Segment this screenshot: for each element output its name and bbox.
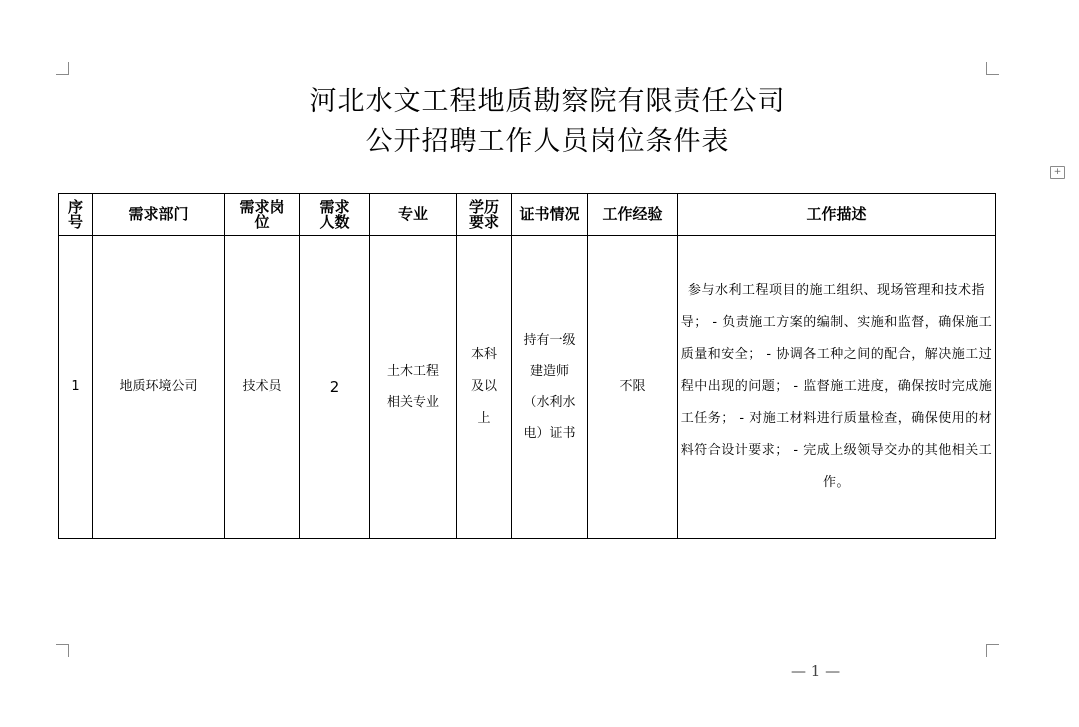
header-certificate: 证书情况 — [512, 194, 588, 236]
cell-count: 2 — [300, 236, 370, 539]
cell-experience: 不限 — [588, 236, 678, 539]
document-title-line2: 公开招聘工作人员岗位条件表 — [365, 126, 730, 157]
header-education: 学历要求 — [457, 194, 512, 236]
table-header-row — [59, 194, 996, 236]
page-corner-mark-top-left — [56, 62, 69, 75]
cell-description: 参与水利工程项目的施工组织、现场管理和技术指导； - 负责施工方案的编制、实施和监督，确保施工质量和安全； - 协调各工种之间的配合，解决施工过程中出现的问题； - 监督施工进度，确保按时完成施工任务； - 对施工材料进行质量检查，确保使用的材料符合设计要求； - 完成上级领导交办的其他相关工作。 — [678, 236, 996, 539]
header-department: 需求部门 — [93, 194, 225, 236]
page-corner-mark-bottom-left — [56, 644, 69, 657]
header-description: 工作描述 — [678, 194, 996, 236]
table-row — [59, 236, 996, 539]
cell-education: 本科及以上 — [457, 236, 512, 539]
header-position: 需求岗位 — [225, 194, 300, 236]
cell-index: 1 — [59, 236, 93, 539]
header-major: 专业 — [370, 194, 457, 236]
position-requirements-table — [58, 193, 996, 539]
header-experience: 工作经验 — [588, 194, 678, 236]
document-title-line1: 河北水文工程地质勘察院有限责任公司 — [309, 86, 786, 117]
header-index: 序号 — [59, 194, 93, 236]
cell-major: 土木工程相关专业 — [370, 236, 457, 539]
page-corner-mark-bottom-right — [986, 644, 999, 657]
header-count: 需求人数 — [300, 194, 370, 236]
add-comment-icon[interactable]: + — [1050, 166, 1065, 179]
cell-position: 技术员 — [225, 236, 300, 539]
cell-department: 地质环境公司 — [93, 236, 225, 539]
cell-certificate: 持有一级建造师（水利水电）证书 — [512, 236, 588, 539]
page-corner-mark-top-right — [986, 62, 999, 75]
page-number: — 1 — — [791, 662, 841, 680]
